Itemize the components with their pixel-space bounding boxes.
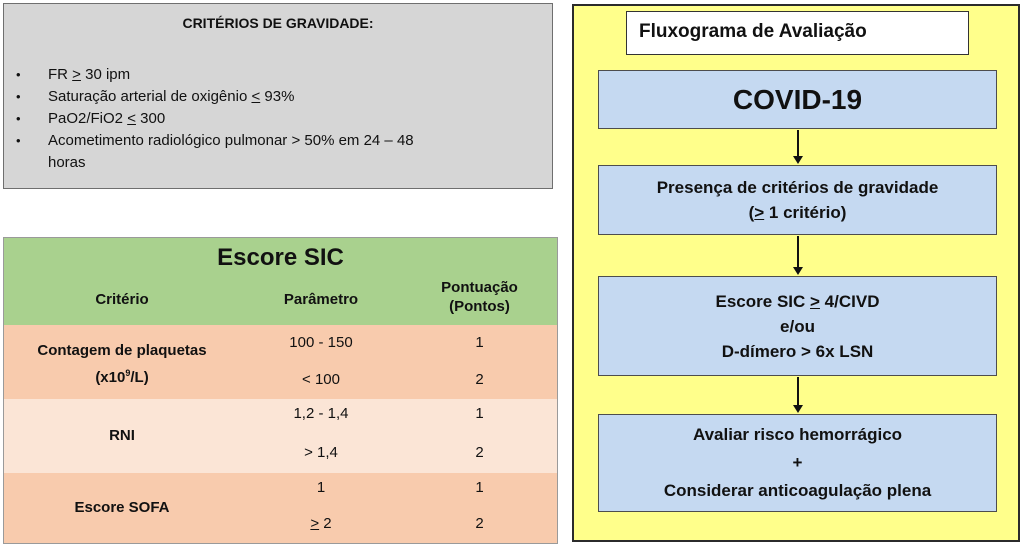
down-arrow-icon [793,377,803,413]
criteria-item-respiratory-rate [16,64,414,86]
greater-equal-symbol: > [754,203,765,222]
parameter-cell: 1 [316,479,326,496]
bullet-icon: • [16,133,21,148]
parameter-cell: 1,2 - 1,4 [293,405,349,422]
bullet-icon: • [16,111,21,126]
parameter-cell: 100 - 150 [289,334,353,351]
criteria-item-text: FR [48,66,73,83]
unit-prefix: (x10 [95,369,126,386]
criteria-item-radiologic [16,130,414,174]
points-cell: 2 [475,371,484,388]
flow-box-anticoagulation [598,414,997,512]
points-cell: 1 [475,479,484,496]
down-arrow-icon [793,130,803,164]
greater-equal-symbol: > [310,515,320,532]
unit-exponent: 9 [125,368,131,378]
flow-box-anticoag-line3: Considerar anticoagulação plena [663,481,932,500]
criterion-rni: RNI [109,427,135,444]
paren-open: ( [748,203,755,222]
parameter-cell: > 1,4 [304,444,338,461]
sic-group-sofa [4,473,557,543]
points-cell: 1 [475,334,484,351]
flow-box-sic-line3: D-dímero > 6x LSN [721,341,874,361]
flow-box-sic-ddimer [598,276,997,376]
column-header-criterio: Critério [95,291,149,308]
flow-box-anticoag-line1: Avaliar risco hemorrágico [692,425,903,444]
unit-suffix: /L) [130,369,149,386]
sic-score-table [3,237,558,544]
flow-box-covid-text: COVID-19 [732,83,863,115]
points-cell: 2 [475,444,484,461]
points-cell: 2 [475,515,484,532]
criteria-item-value: 30 ipm [80,66,131,83]
flow-box-anticoag-line2: + [792,453,803,472]
criteria-item-text-continued: horas [48,154,86,171]
severity-criteria-title: CRITÉRIOS DE GRAVIDADE: [182,15,374,31]
bullet-icon: • [16,67,21,82]
criterion-platelets-unit [95,369,148,386]
parameter-cell: < 100 [302,371,340,388]
column-header-parametro: Parâmetro [283,291,359,308]
column-header-pontuacao-line2: (Pontos) [449,298,510,315]
less-equal-symbol: < [127,110,136,127]
criterion-platelets [4,340,240,389]
sic-label: Escore SIC [715,291,811,311]
greater-equal-symbol: > [810,291,820,311]
severity-criteria-box [3,3,553,189]
criteria-item-oxygen-saturation [16,86,414,108]
flow-box-sic-line1 [599,289,996,314]
criteria-item-value: 93% [260,88,295,105]
points-cell: 1 [475,405,484,422]
flow-box-sic-line2: e/ou [780,316,815,336]
criteria-item-value: 300 [135,110,166,127]
sic-table-header [4,238,557,325]
less-equal-symbol: < [251,88,261,105]
flow-box-severity-line2 [599,200,996,225]
column-header-pontuacao [402,278,557,316]
bullet-icon: • [16,89,21,104]
column-header-pontuacao-line1: Pontuação [441,279,518,296]
evaluation-flowchart [572,4,1020,542]
flow-box-covid [598,70,997,129]
sic-table-title: Escore SIC [217,244,344,271]
sic-group-rni [4,399,557,473]
flow-box-severity-line1: Presença de critérios de gravidade [656,178,939,197]
down-arrow-icon [793,236,803,275]
severity-criteria-list [16,64,414,174]
criteria-item-text: Acometimento radiológico pulmonar > 50% em 24 – 48 [48,132,414,149]
criterion-sofa: Escore SOFA [74,499,170,516]
criteria-item-text: Saturação arterial de oxigênio [48,88,252,105]
sic-group-platelets [4,325,557,399]
criterion-platelets-line1: Contagem de plaquetas [37,342,207,359]
sic-threshold: 4/CIVD [819,291,880,311]
flowchart-title: Fluxograma de Avaliação [626,11,969,55]
criteria-item-pao2-fio2 [16,108,414,130]
greater-equal-symbol: > [72,66,81,83]
flow-box-severity [598,165,997,235]
parameter-value: 2 [319,515,332,532]
parameter-cell [240,515,402,532]
criteria-count: 1 critério) [764,203,847,222]
criteria-item-text: PaO2/FiO2 [48,110,128,127]
